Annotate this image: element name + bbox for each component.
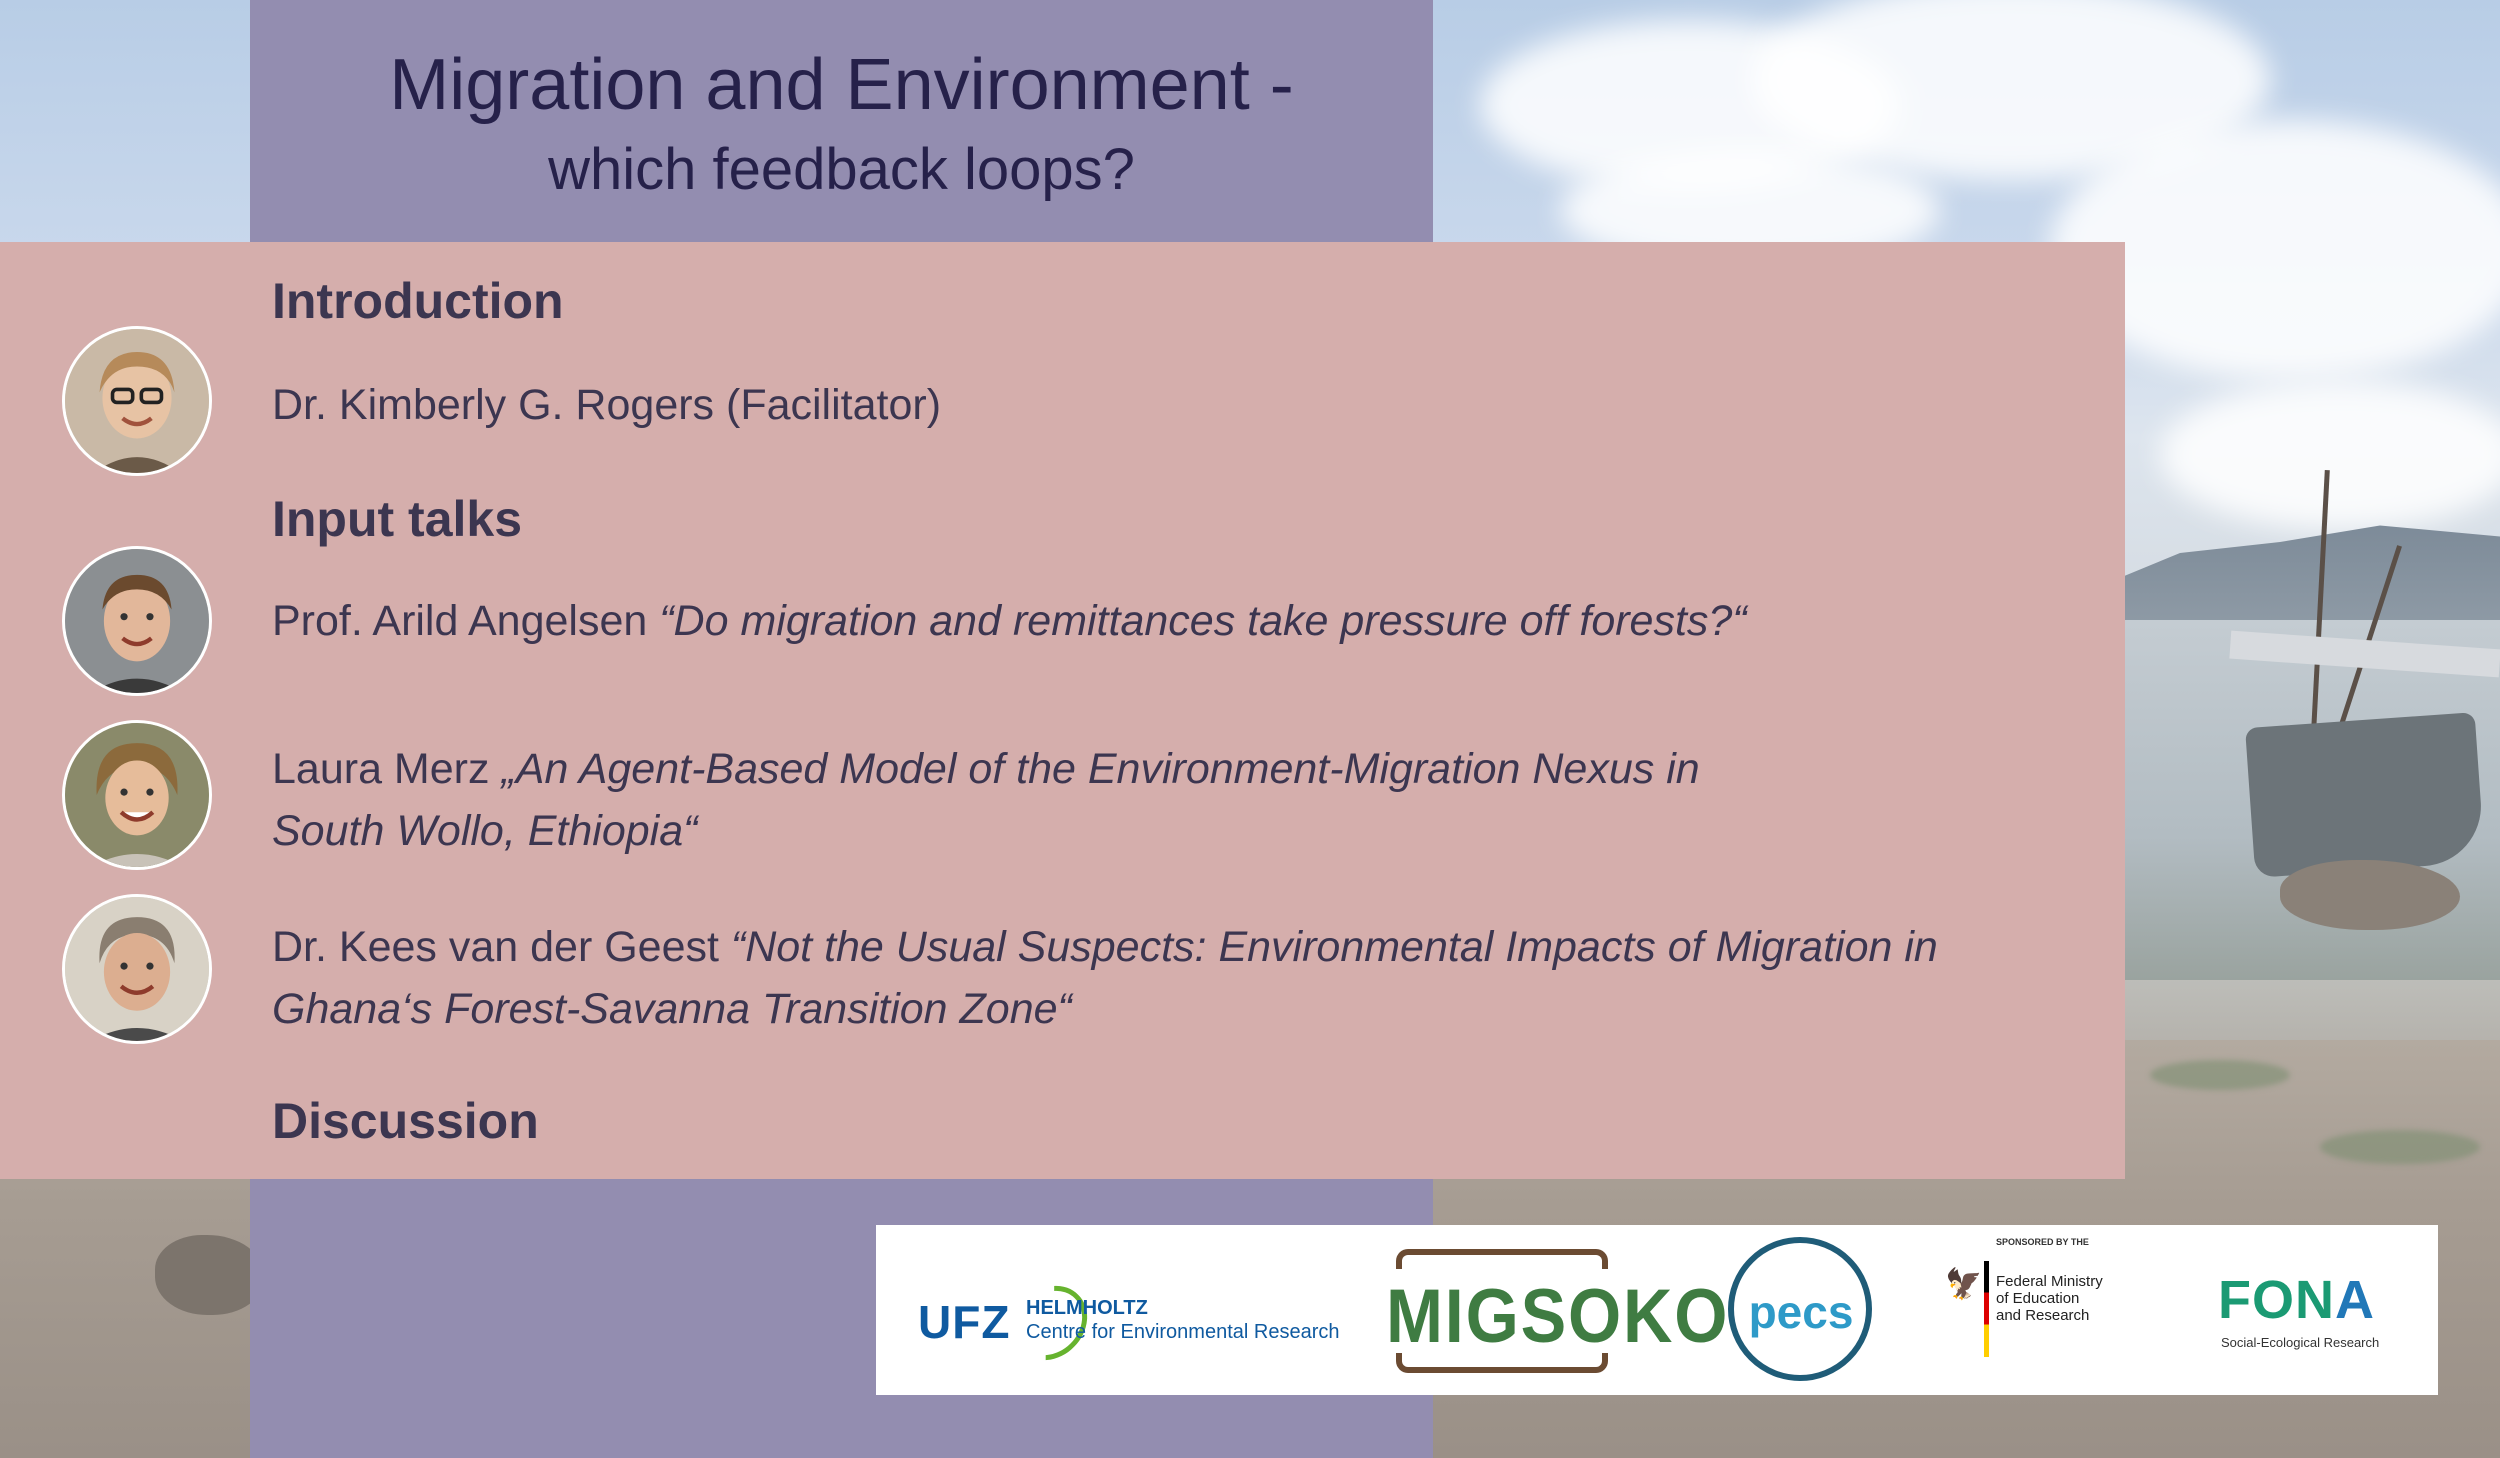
speaker-name: Laura Merz xyxy=(272,745,502,793)
talk-title: “Do migration and remittances take pressure off forests?“ xyxy=(659,597,1747,645)
eagle-icon: 🦅 xyxy=(1945,1268,1983,1301)
fona-a: A xyxy=(2335,1270,2375,1330)
bmbf-line-2: of Education xyxy=(1996,1290,2080,1307)
title-line-2: which feedback loops? xyxy=(548,137,1135,202)
pecs-wordmark: pecs xyxy=(1748,1286,1854,1338)
german-flag-bar xyxy=(1984,1261,1989,1357)
speaker-name: Prof. Arild Angelsen xyxy=(272,597,660,645)
page-title xyxy=(250,40,1433,210)
ufz-subtitle: Centre for Environmental Research xyxy=(1026,1321,1340,1343)
fona-wordmark xyxy=(2218,1269,2375,1331)
sponsor-logo-strip xyxy=(876,1225,2438,1395)
heading-input-talks: Input talks xyxy=(272,491,523,547)
ufz-helmholtz: HELMHOLTZ xyxy=(1026,1297,1148,1319)
talk-title-continued: Ghana‘s Forest-Savanna Transition Zone“ xyxy=(272,985,1072,1033)
migsoko-frame-bottom xyxy=(1396,1353,1608,1373)
bmbf-text xyxy=(1996,1273,2103,1324)
fona-n: N xyxy=(2295,1270,2335,1330)
avatar-kees-van-der-geest xyxy=(62,894,212,1044)
speaker-name: Dr. Kimberly G. Rogers (Facilitator) xyxy=(272,381,942,429)
heading-introduction: Introduction xyxy=(272,273,564,329)
talk-title-continued: South Wollo, Ethiopia“ xyxy=(272,807,698,855)
bmbf-line-1: Federal Ministry xyxy=(1996,1273,2103,1290)
speaker-talk-2 xyxy=(272,738,1700,862)
speaker-talk-3 xyxy=(272,916,1938,1040)
heading-discussion: Discussion xyxy=(272,1093,539,1149)
fona-subtitle: Social-Ecological Research xyxy=(2221,1335,2380,1350)
avatar-kimberly-rogers xyxy=(62,326,212,476)
avatar-laura-merz xyxy=(62,720,212,870)
talk-title: “Not the Usual Suspects: Environmental Impacts of Migration in xyxy=(730,923,1938,971)
speaker-name: Dr. Kees van der Geest xyxy=(272,923,731,971)
speaker-talk-1 xyxy=(272,590,1747,652)
bmbf-line-3: and Research xyxy=(1996,1307,2090,1324)
talk-title: „An Agent-Based Model of the Environment-Migration Nexus in xyxy=(501,745,1700,793)
migsoko-frame-top xyxy=(1396,1249,1608,1269)
title-line-1: Migration and Environment - xyxy=(389,45,1294,125)
avatar-arild-angelsen xyxy=(62,546,212,696)
bmbf-sponsored-label: SPONSORED BY THE xyxy=(1996,1237,2089,1247)
speaker-facilitator xyxy=(272,374,941,436)
migsoko-wordmark: MIGSOKO xyxy=(1386,1274,1730,1359)
fona-fo: FO xyxy=(2218,1270,2295,1330)
ufz-wordmark: UFZ xyxy=(918,1296,1011,1348)
